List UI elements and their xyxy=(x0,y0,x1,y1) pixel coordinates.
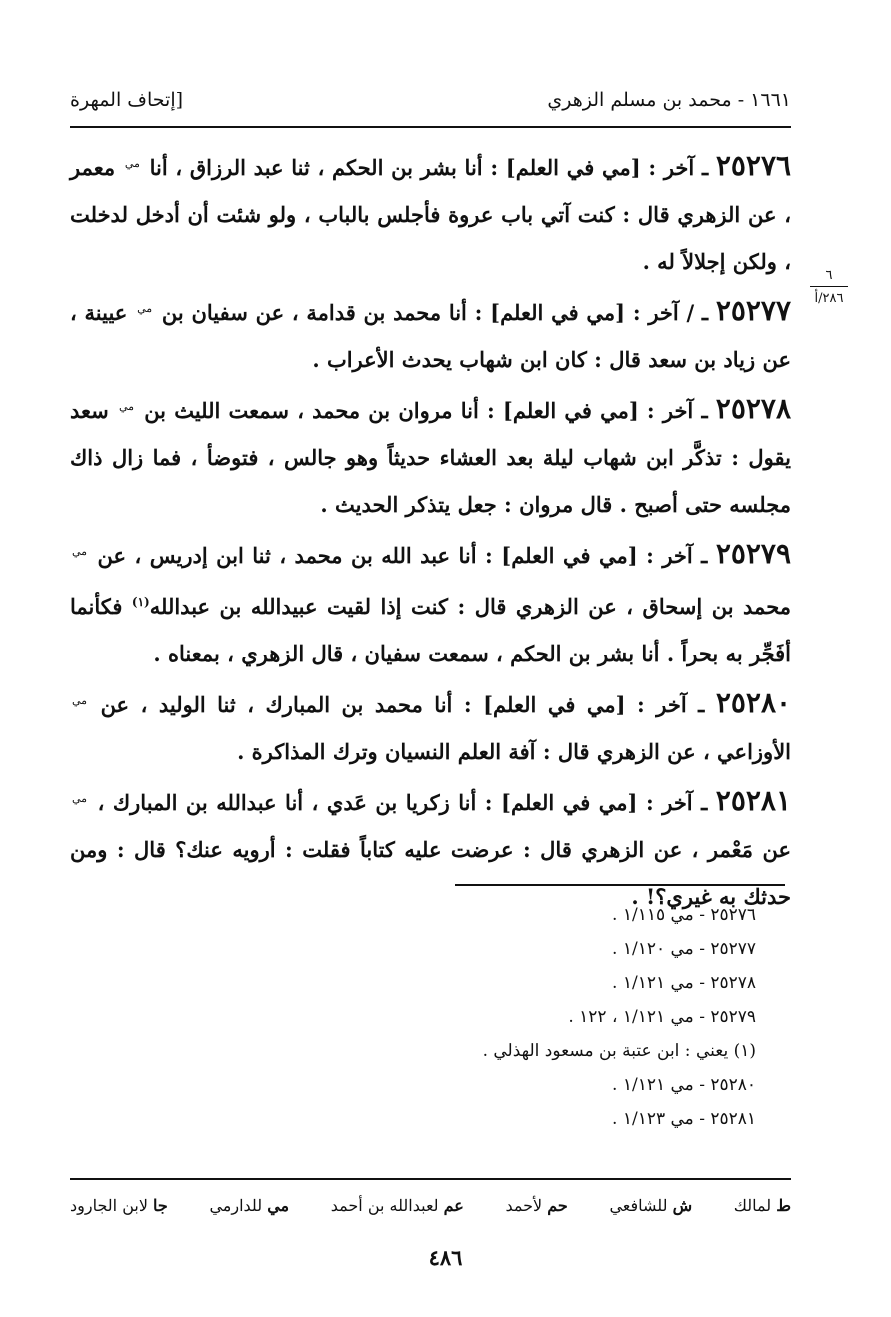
entry-body: الأوزاعي ، عن الزهري قال : آفة العلم النسيان وترك المذاكرة . xyxy=(237,739,791,764)
sigla-label: لمالك xyxy=(733,1195,772,1215)
sigla-item xyxy=(209,1196,289,1215)
footnote-line: ٢٥٢٧٧ - مي ١/١٢٠ . xyxy=(612,939,756,959)
entry-number: ٢٥٢٧٦ xyxy=(715,149,792,182)
sigla-item xyxy=(70,1196,168,1215)
entry-number: ٢٥٢٨١ xyxy=(715,784,791,817)
sigla-item xyxy=(506,1196,568,1215)
header-chapter-title: ١٦٦١ - محمد بن مسلم الزهري xyxy=(547,89,791,111)
sigla-label: للدارمي xyxy=(209,1195,263,1215)
hadith-entry-25279 xyxy=(70,528,791,677)
running-header xyxy=(70,82,791,118)
margin-note-top: ٦ xyxy=(825,268,833,283)
hadith-entry-25276 xyxy=(70,140,791,285)
entry-body: معمر ، عن الزهري قال : كنت آتي باب عروة فأجلس بالباب ، ولو شئت أن أدخل لدخلت ، ولكن إجلالاً له . xyxy=(70,155,791,274)
footnote-rule xyxy=(455,884,785,886)
entry-heading: ـ آخر : [مي في العلم] : أنا عبد الله بن محمد ، ثنا ابن إدريس ، عن xyxy=(97,543,708,568)
sigla-marker: مي xyxy=(72,694,88,707)
footnotes xyxy=(336,898,756,1136)
footnote-line: ٢٥٢٧٨ - مي ١/١٢١ . xyxy=(612,973,756,993)
sigla-marker: مي xyxy=(124,157,140,170)
entry-number: ٢٥٢٧٩ xyxy=(715,537,792,570)
sigla-marker: مي xyxy=(72,792,88,805)
entry-number: ٢٥٢٧٧ xyxy=(715,294,792,327)
sigla-label: لابن الجارود xyxy=(70,1195,148,1215)
sigla-item xyxy=(734,1196,791,1215)
sigla-label: للشافعي xyxy=(609,1195,668,1215)
sigla-item xyxy=(331,1196,464,1215)
entry-number: ٢٥٢٨٠ xyxy=(715,686,792,719)
entry-heading: ـ آخر : [مي في العلم] : أنا مروان بن محمد ، سمعت الليث بن xyxy=(144,398,708,423)
entry-number: ٢٥٢٧٨ xyxy=(715,392,791,425)
sigla-abbr: مي xyxy=(267,1195,290,1215)
margin-note-bottom: ٢٨٦/أ xyxy=(814,291,844,306)
sigla-key xyxy=(70,1190,791,1220)
entry-body: عيينة ، عن زياد بن سعد قال : كان ابن شهاب يحدث الأعراب . xyxy=(70,300,791,372)
header-book-title: [إتحاف المهرة xyxy=(70,89,184,111)
footnote-line: ٢٥٢٧٩ - مي ١/١٢١ ، ١٢٢ . xyxy=(568,1007,756,1027)
main-text xyxy=(70,140,791,920)
entry-heading: ـ آخر : [مي في العلم] : أنا زكريا بن عَدي ، أنا عبدالله بن المبارك ، xyxy=(97,790,708,815)
footnote-line: ٢٥٢٨٠ - مي ١/١٢١ . xyxy=(612,1075,756,1095)
sigla-item xyxy=(609,1196,692,1215)
sigla-abbr: حم xyxy=(547,1195,568,1215)
header-rule xyxy=(70,126,791,128)
sigla-marker: مي xyxy=(137,302,153,315)
sigla-abbr: عم xyxy=(443,1195,464,1215)
entry-body: محمد بن إسحاق ، عن الزهري قال : كنت إذا لقيت عبيدالله بن عبدالله xyxy=(149,594,791,619)
sigla-label: لعبدالله بن أحمد xyxy=(330,1195,439,1215)
footnote-line: ٢٥٢٨١ - مي ١/١٢٣ . xyxy=(612,1109,756,1129)
hadith-entry-25278 xyxy=(70,383,791,528)
entry-heading: ـ آخر : [مي في العلم] : أنا محمد بن المبارك ، ثنا الوليد ، عن xyxy=(100,692,705,717)
hadith-entry-25280 xyxy=(70,677,791,775)
sigla-abbr: ط xyxy=(776,1195,791,1215)
sigla-marker: مي xyxy=(72,545,88,558)
entry-heading: ـ / آخر : [مي في العلم] : أنا محمد بن قدامة ، عن سفيان بن xyxy=(161,300,709,325)
sigla-marker: مي xyxy=(118,400,134,413)
sigla-abbr: جا xyxy=(153,1195,168,1215)
entry-body-continued: فكأنما أفَجِّر به بحراً . أنا بشر بن الحكم ، سمعت سفيان ، قال الزهري ، بمعناه . xyxy=(70,594,791,666)
footnote-reference[interactable]: (١) xyxy=(131,595,150,609)
margin-folio-note xyxy=(804,268,854,306)
entry-body: عن مَعْمر ، عن الزهري قال : عرضت عليه كتاباً فقلت : أرويه عنك؟ قال : ومن حدثك به غيري؟! . xyxy=(70,837,791,909)
sigla-rule xyxy=(70,1178,791,1180)
sigla-label: لأحمد xyxy=(505,1195,543,1215)
footnote-line: ٢٥٢٧٦ - مي ١/١١٥ . xyxy=(612,905,756,925)
page-number: ٤٨٦ xyxy=(428,1245,463,1270)
footnote-line: (١) يعني : ابن عتبة بن مسعود الهذلي . xyxy=(482,1041,756,1061)
entry-body: سعد يقول : تذكَّر ابن شهاب ليلة بعد العشاء حديثاً وهو جالس ، فتوضأ ، فما زال ذاك مجلسه حتى أصبح . قال مروان : جعل يتذكر الحديث . xyxy=(70,398,791,517)
hadith-entry-25277 xyxy=(70,285,791,383)
entry-heading: ـ آخر : [مي في العلم] : أنا بشر بن الحكم ، ثنا عبد الرزاق ، أنا xyxy=(149,155,709,180)
sigla-abbr: ش xyxy=(672,1195,693,1215)
